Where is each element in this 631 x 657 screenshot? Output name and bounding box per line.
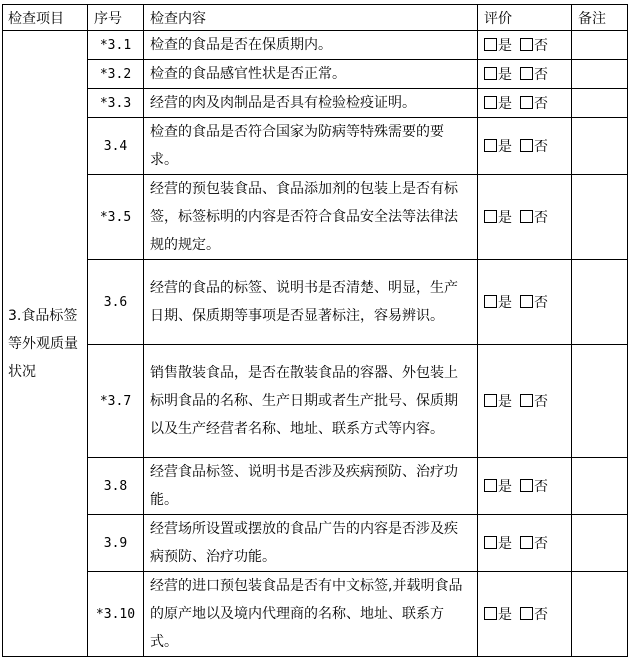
evaluation-cell — [478, 572, 572, 657]
content-cell: 检查的食品感官性状是否正常。 — [144, 60, 478, 89]
remarks-cell[interactable] — [572, 118, 628, 175]
table-row — [3, 572, 628, 657]
no-checkbox[interactable] — [520, 139, 533, 152]
content-cell: 检查的食品是否符合国家为防病等特殊需要的要求。 — [144, 118, 478, 175]
table-row — [3, 175, 628, 260]
yes-checkbox[interactable] — [484, 394, 497, 407]
no-label: 否 — [534, 96, 548, 112]
no-label: 否 — [534, 295, 548, 311]
no-checkbox[interactable] — [520, 210, 533, 223]
no-checkbox[interactable] — [520, 479, 533, 492]
seq-cell: *3.1 — [88, 31, 144, 60]
evaluation-cell — [478, 515, 572, 572]
yes-label: 是 — [498, 96, 512, 112]
no-checkbox[interactable] — [520, 67, 533, 80]
seq-cell: *3.7 — [88, 345, 144, 458]
yes-checkbox[interactable] — [484, 96, 497, 109]
evaluation-cell — [478, 175, 572, 260]
table-row — [3, 31, 628, 60]
yes-checkbox[interactable] — [484, 295, 497, 308]
evaluation-cell — [478, 31, 572, 60]
inspection-table — [2, 4, 628, 657]
seq-cell: *3.5 — [88, 175, 144, 260]
header-row — [3, 5, 628, 31]
yes-label: 是 — [498, 210, 512, 226]
yes-label: 是 — [498, 479, 512, 495]
yes-checkbox[interactable] — [484, 67, 497, 80]
no-checkbox[interactable] — [520, 38, 533, 51]
no-label: 否 — [534, 67, 548, 83]
remarks-cell[interactable] — [572, 260, 628, 345]
table-row — [3, 118, 628, 175]
yes-checkbox[interactable] — [484, 607, 497, 620]
no-checkbox[interactable] — [520, 295, 533, 308]
seq-cell: 3.4 — [88, 118, 144, 175]
evaluation-cell — [478, 458, 572, 515]
seq-cell: 3.6 — [88, 260, 144, 345]
yes-label: 是 — [498, 38, 512, 54]
no-checkbox[interactable] — [520, 394, 533, 407]
header-category: 检查项目 — [3, 5, 88, 31]
no-checkbox[interactable] — [520, 607, 533, 620]
remarks-cell[interactable] — [572, 175, 628, 260]
header-seq: 序号 — [88, 5, 144, 31]
remarks-cell[interactable] — [572, 31, 628, 60]
content-cell: 经营的预包装食品、食品添加剂的包装上是否有标签，标签标明的内容是否符合食品安全法等法律法规的规定。 — [144, 175, 478, 260]
content-cell: 销售散装食品，是否在散装食品的容器、外包装上标明食品的名称、生产日期或者生产批号、保质期以及生产经营者名称、地址、联系方式等内容。 — [144, 345, 478, 458]
evaluation-cell — [478, 118, 572, 175]
content-cell: 经营食品标签、说明书是否涉及疾病预防、治疗功能。 — [144, 458, 478, 515]
evaluation-cell — [478, 345, 572, 458]
seq-cell: 3.9 — [88, 515, 144, 572]
remarks-cell[interactable] — [572, 572, 628, 657]
no-checkbox[interactable] — [520, 536, 533, 549]
yes-checkbox[interactable] — [484, 38, 497, 51]
yes-checkbox[interactable] — [484, 210, 497, 223]
yes-label: 是 — [498, 607, 512, 623]
no-label: 否 — [534, 394, 548, 410]
yes-label: 是 — [498, 67, 512, 83]
yes-checkbox[interactable] — [484, 139, 497, 152]
table-row — [3, 89, 628, 118]
no-label: 否 — [534, 479, 548, 495]
yes-label: 是 — [498, 139, 512, 155]
remarks-cell[interactable] — [572, 60, 628, 89]
no-label: 否 — [534, 210, 548, 226]
no-label: 否 — [534, 38, 548, 54]
remarks-cell[interactable] — [572, 89, 628, 118]
no-label: 否 — [534, 139, 548, 155]
remarks-cell[interactable] — [572, 345, 628, 458]
header-evaluation: 评价 — [478, 5, 572, 31]
table-row — [3, 345, 628, 458]
table-row — [3, 260, 628, 345]
yes-label: 是 — [498, 394, 512, 410]
content-cell: 经营的肉及肉制品是否具有检验检疫证明。 — [144, 89, 478, 118]
no-checkbox[interactable] — [520, 96, 533, 109]
yes-label: 是 — [498, 295, 512, 311]
table-row — [3, 515, 628, 572]
seq-cell: *3.3 — [88, 89, 144, 118]
table-row — [3, 458, 628, 515]
content-cell: 经营场所设置或摆放的食品广告的内容是否涉及疾病预防、治疗功能。 — [144, 515, 478, 572]
seq-cell: *3.2 — [88, 60, 144, 89]
seq-cell: *3.10 — [88, 572, 144, 657]
content-cell: 经营的食品的标签、说明书是否清楚、明显，生产日期、保质期等事项是否显著标注，容易辨识。 — [144, 260, 478, 345]
table-row — [3, 60, 628, 89]
yes-checkbox[interactable] — [484, 479, 497, 492]
seq-cell: 3.8 — [88, 458, 144, 515]
header-remarks: 备注 — [572, 5, 628, 31]
remarks-cell[interactable] — [572, 515, 628, 572]
remarks-cell[interactable] — [572, 458, 628, 515]
yes-label: 是 — [498, 536, 512, 552]
no-label: 否 — [534, 536, 548, 552]
no-label: 否 — [534, 607, 548, 623]
evaluation-cell — [478, 260, 572, 345]
category-cell: 3.食品标签等外观质量状况 — [3, 31, 88, 657]
header-content: 检查内容 — [144, 5, 478, 31]
content-cell: 经营的进口预包装食品是否有中文标签,并载明食品的原产地以及境内代理商的名称、地址、联系方式。 — [144, 572, 478, 657]
content-cell: 检查的食品是否在保质期内。 — [144, 31, 478, 60]
yes-checkbox[interactable] — [484, 536, 497, 549]
evaluation-cell — [478, 89, 572, 118]
evaluation-cell — [478, 60, 572, 89]
